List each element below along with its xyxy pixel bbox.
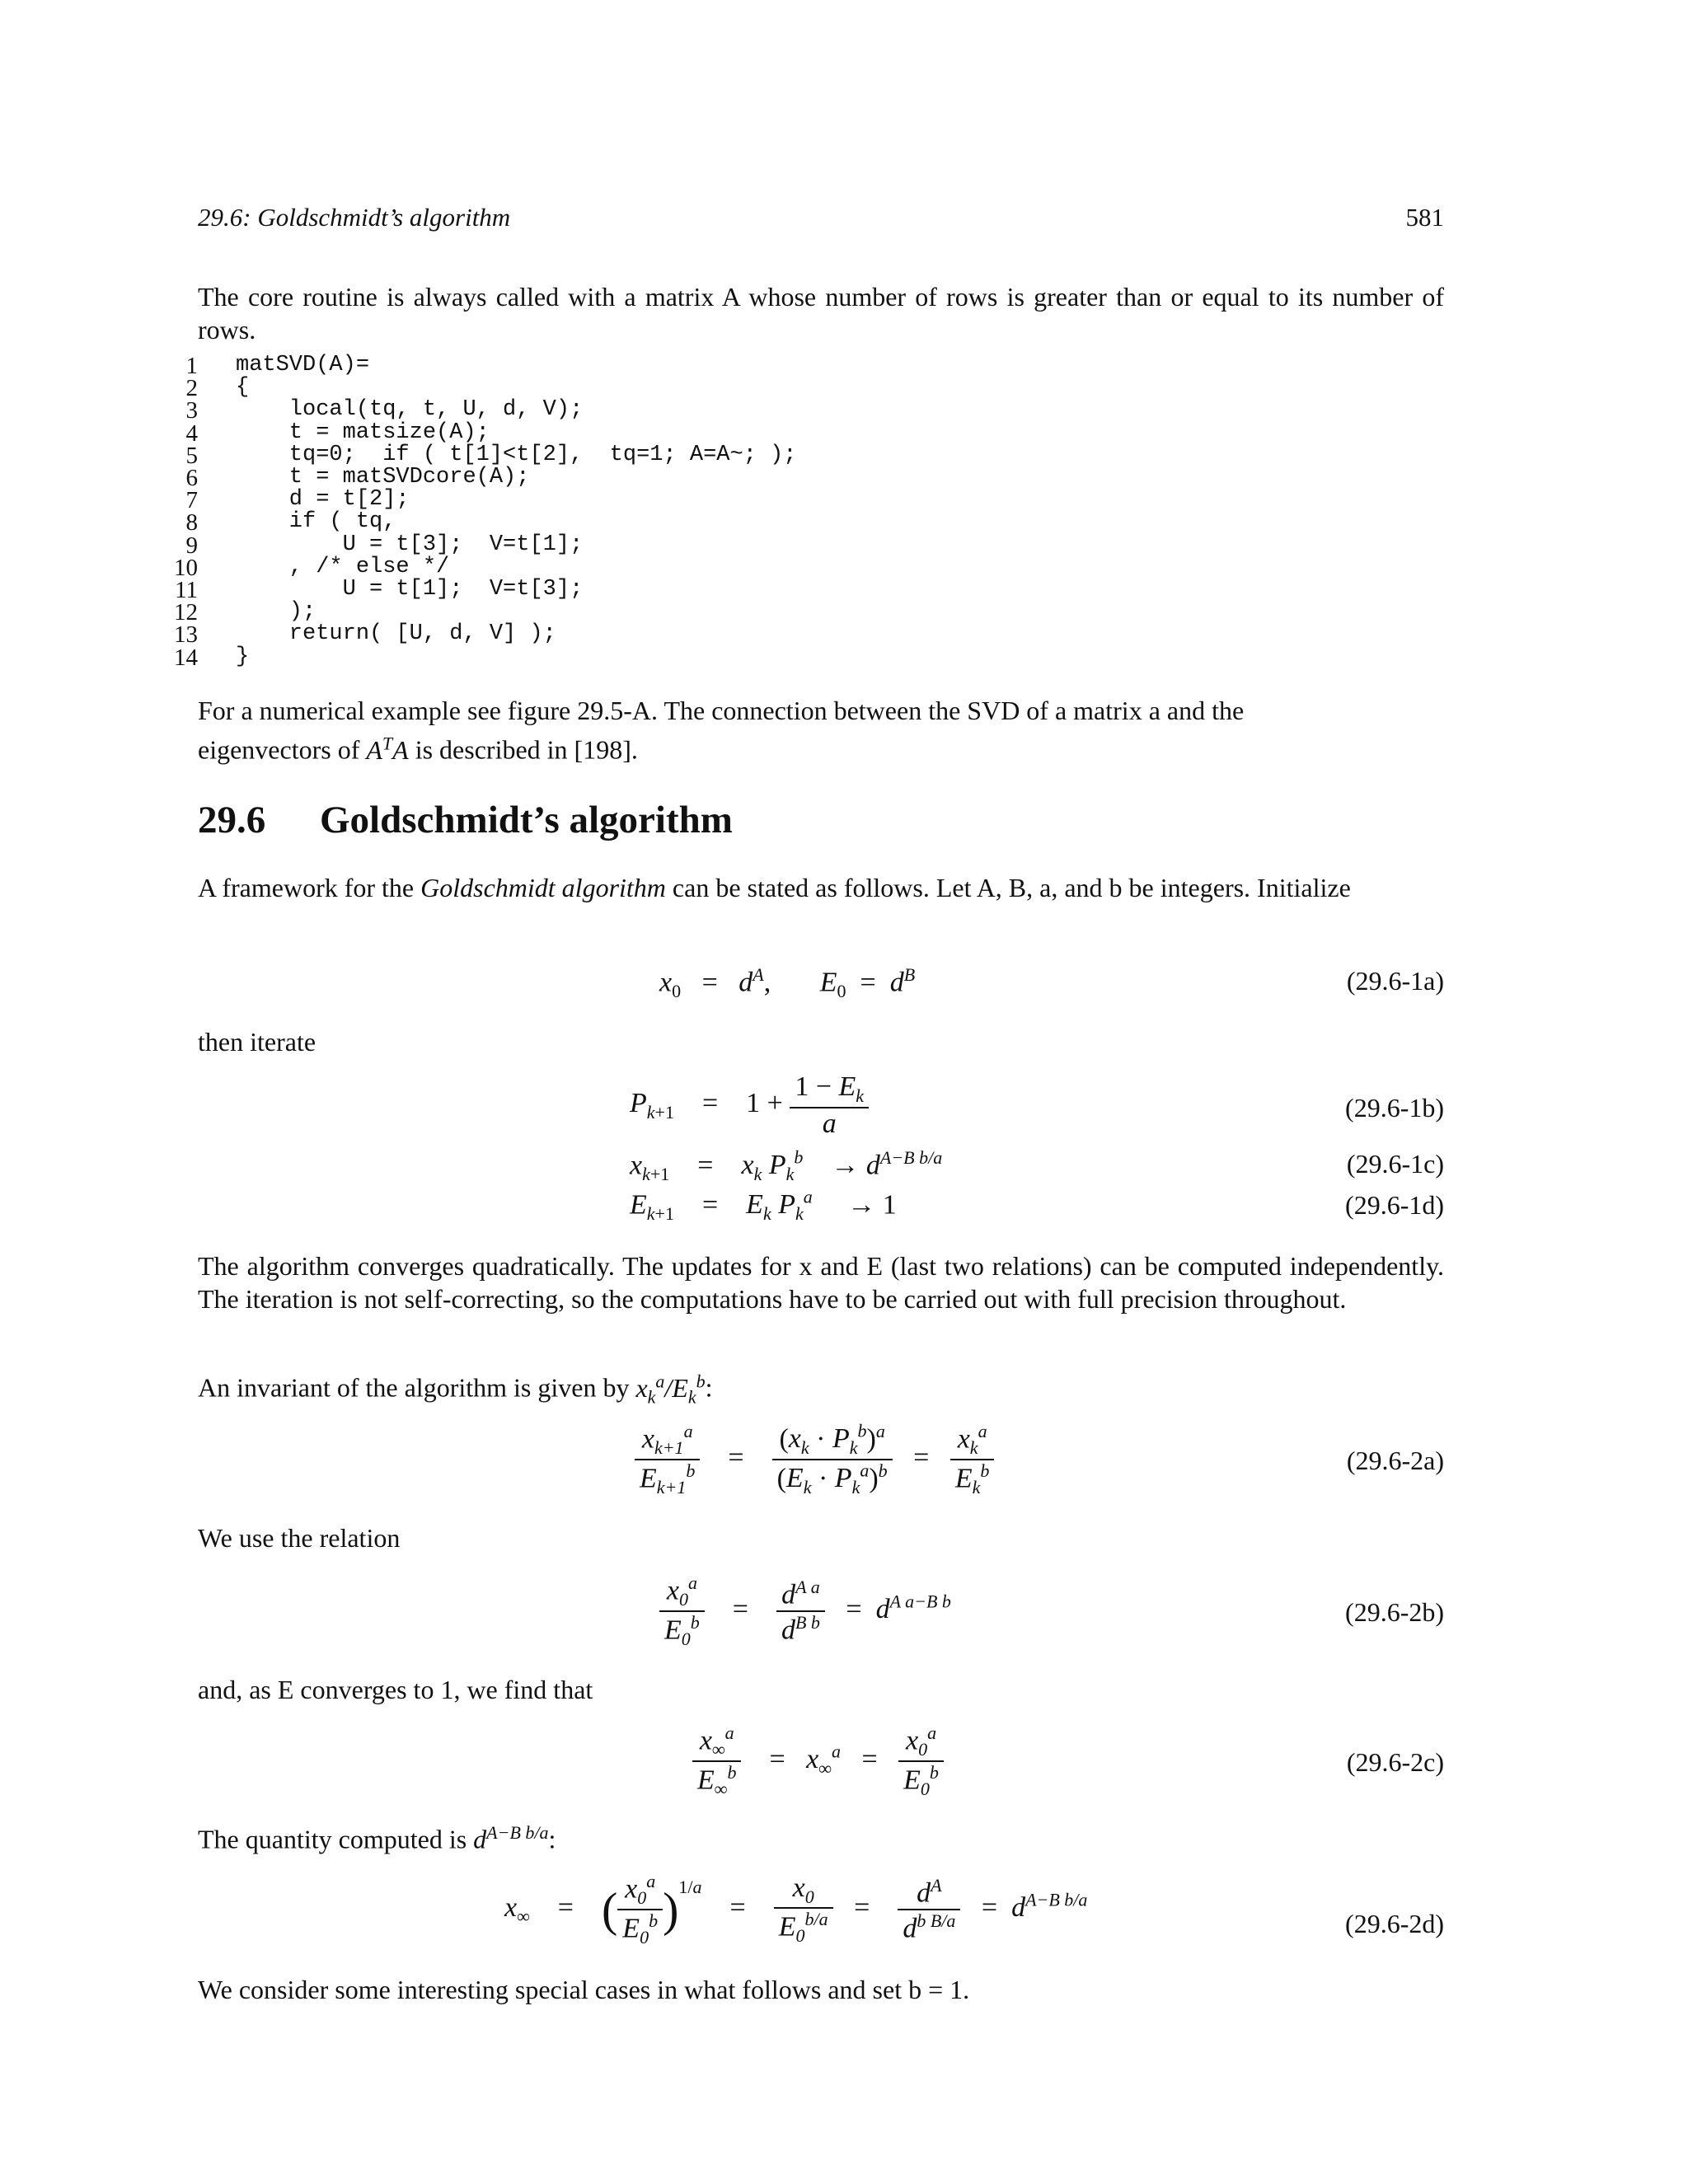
code-line-text: local(tq, t, U, d, V);: [236, 397, 584, 423]
code-line-text: }: [236, 644, 250, 669]
framework-post: can be stated as follows. Let A, B, a, and b be integers. Initialize: [665, 873, 1351, 902]
section-title: Goldschmidt’s algorithm: [320, 799, 733, 841]
eq-number-2b: (29.6-2b): [1345, 1597, 1444, 1627]
code-line-text: d = t[2];: [236, 487, 410, 513]
then-iterate-text: then iterate: [198, 1027, 316, 1057]
code-line-text: U = t[3]; V=t[1];: [236, 532, 584, 557]
page-number: 581: [1405, 203, 1444, 232]
equation-1a: $x_0 = d^A$, $E_0 = d^B$: [659, 964, 916, 1002]
section-heading: [198, 798, 733, 842]
eq-number-1a: (29.6-1a): [1346, 966, 1444, 996]
code-line-number: 8: [185, 509, 198, 537]
convergence-paragraph: The algorithm converges quadratically. The updates for x and E (last two relations) can be computed independently. The iteration is not self-correcting, so the computations have to be carried out with full precision throughout.: [198, 1251, 1444, 1314]
code-line-text: , /* else */: [236, 554, 450, 579]
eq-number-2d: (29.6-2d): [1345, 1909, 1444, 1938]
equation-2a: $\frac{x_{k+1}^a}{E_{k+1}^b}$ = $\frac{(x_k \cdot P_k^b)^a}{(E_k \cdot P_k^a)^b}$ = $\frac{x_k^a}{E_k^b}$: [635, 1421, 994, 1498]
equation-2c: $\frac{x_\infty^a}{E_\infty^b}$ = $x_\infty^a$ = $\frac{x_0^a}{E_0^b}$: [692, 1722, 944, 1800]
code-line-number: 10: [174, 554, 198, 581]
equation-2b: $\frac{x_0^a}{E_0^b}$ = $\frac{d^{A a}}{d^{B b}}$ = $d^{A a-B b}$: [659, 1572, 951, 1650]
code-line-text: matSVD(A)=: [236, 353, 370, 377]
equation-1d: $E_{k+1}$ = $E_k$ $P_k^a$ → 1: [630, 1187, 897, 1225]
code-line-number: 6: [185, 465, 198, 491]
intro-paragraph: The core routine is always called with a matrix A whose number of rows is greater than or equal to its number of rows.: [198, 282, 1444, 344]
code-line-number: 1: [185, 353, 198, 379]
eq-number-1c: (29.6-1c): [1346, 1149, 1444, 1179]
code-line-number: 3: [185, 397, 198, 424]
code-line-number: 13: [174, 621, 198, 649]
quantity-paragraph: The quantity computed is $d^{A-B b/a}$:: [198, 1822, 556, 1854]
code-line-number: 4: [185, 419, 198, 447]
use-relation-text: We use the relation: [198, 1523, 401, 1553]
svd-note-line2-pre: eigenvectors of: [198, 734, 367, 765]
code-line-text: {: [236, 375, 250, 401]
invariant-text: An invariant of the algorithm is given by: [198, 1372, 636, 1403]
framework-emphasis: Goldschmidt algorithm: [420, 873, 666, 902]
eq-number-1d: (29.6-1d): [1345, 1190, 1444, 1220]
code-line-text: return( [U, d, V] );: [236, 621, 556, 647]
code-line-text: );: [236, 599, 316, 625]
svd-note-line1: For a numerical example see figure 29.5-A. The connection between the SVD of a matrix a and the: [198, 696, 1245, 725]
svd-note-line2-post: is described in [198].: [408, 734, 638, 765]
running-header-title: 29.6: Goldschmidt’s algorithm: [198, 203, 511, 232]
equation-1c: $x_{k+1}$ = $x_k$ $P_k^b$ → $d^{A-B b/a}$: [630, 1147, 943, 1185]
code-line-text: U = t[1]; V=t[3];: [236, 577, 584, 602]
eq-number-1b: (29.6-1b): [1345, 1093, 1444, 1122]
code-line-number: 7: [185, 487, 198, 514]
closing-paragraph: We consider some interesting special cases in what follows and set b = 1.: [198, 1975, 970, 2004]
quantity-text: The quantity computed is: [198, 1824, 474, 1854]
code-line-number: 11: [175, 577, 198, 603]
code-line-number: 9: [185, 532, 198, 559]
svd-note-paragraph: For a numerical example see figure 29.5-A. The connection between the SVD of a matrix a and the eigenvectors of $A^TA$ is described in [198].: [198, 696, 1245, 765]
code-line-number: 14: [174, 644, 198, 671]
section-number: 29.6: [198, 799, 266, 841]
code-line-text: tq=0; if ( t[1]<t[2], tq=1; A=A~; );: [236, 442, 797, 467]
code-line-text: if ( tq,: [236, 509, 396, 535]
and-as-text: and, as E converges to 1, we find that: [198, 1675, 593, 1704]
code-line-number: 2: [185, 375, 198, 402]
equation-2d: $x_\infty$ = ( $\frac{x_0^a}{E_0^b}$ )$^{1/a}$ = $\frac{x_0}{E_0^{b/a}}$ = $\frac{d^A}{d^{b B/a}}$ = $d^{A-B b/a}$: [504, 1871, 1088, 1948]
framework-paragraph: [198, 871, 1444, 904]
code-line-number: 5: [185, 442, 198, 469]
eq-number-2a: (29.6-2a): [1346, 1446, 1444, 1475]
eq-number-2c: (29.6-2c): [1346, 1747, 1444, 1777]
equation-1b: $P_{k+1}$ = 1 + $\frac{1 - E_k}{a}$: [630, 1071, 869, 1140]
code-line-number: 12: [174, 599, 198, 626]
framework-pre: A framework for the: [198, 873, 421, 902]
code-line-text: t = matsize(A);: [236, 419, 490, 445]
invariant-paragraph: An invariant of the algorithm is given by $x_k^a/E_k^b$:: [198, 1371, 713, 1408]
code-line-text: t = matSVDcore(A);: [236, 465, 530, 490]
